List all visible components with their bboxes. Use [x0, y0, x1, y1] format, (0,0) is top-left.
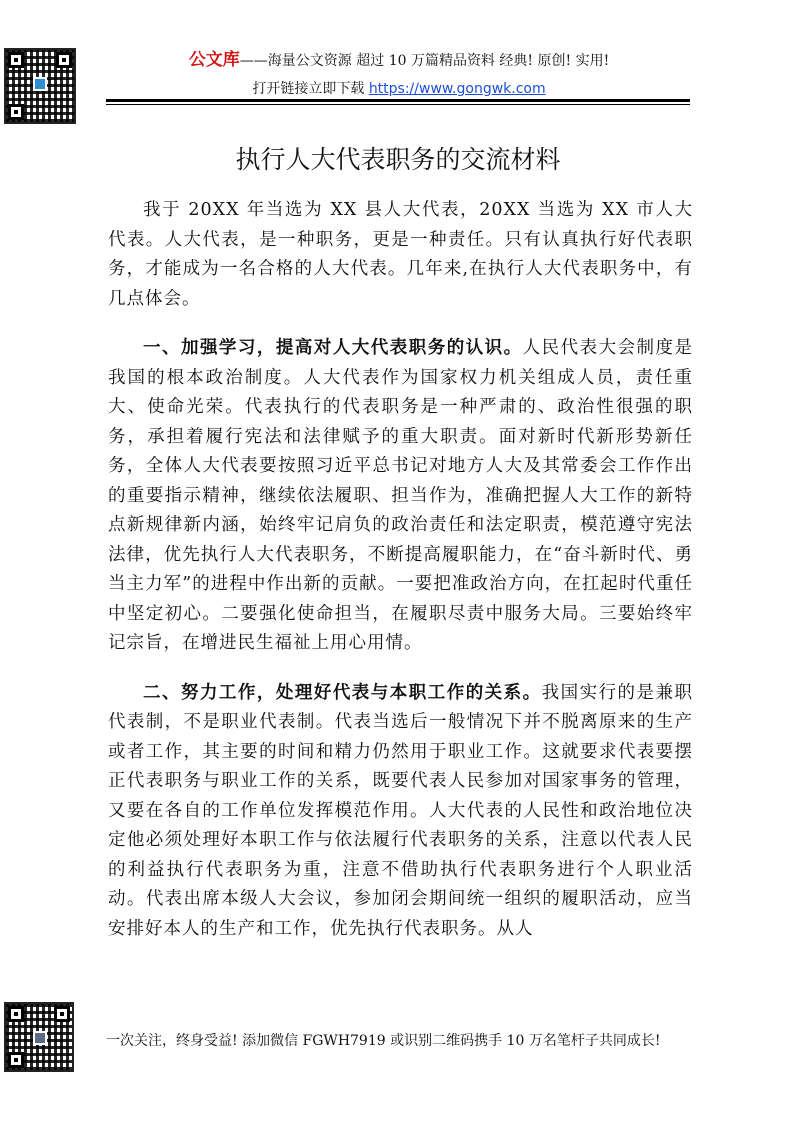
header-line-2 — [106, 77, 692, 101]
page-footer: 一次关注，终身受益! 添加微信 FGWH7919 或识别二维码携手 10 万名笔杆子共同成长! — [106, 1033, 661, 1049]
paragraph-text: 人民代表大会制度是我国的根本政治制度。人大代表作为国家权力机关组成人员，责任重大、使命光荣。代表执行的代表职务是一种严肃的、政治性很强的职务，承担着履行宪法和法律赋予的重大职责。面对新时代新形势新任务，全体人大代表要按照习近平总书记对地方人大及其常委会工作作出的重要指示精神，继续依法履职、担当作为，准确把握人大工作的新特点新规律新内涵，始终牢记肩负的政治责任和法定职责，模范遵守宪法法律，优先执行人大代表职务，不断提高履职能力，在“奋斗新时代、勇当主力军”的进程中作出新的贡献。一要把准政治方向，在扛起时代重任中坚定初心。二要强化使命担当，在履职尽责中服务大局。三要始终牢记宗旨，在增进民生福祉上用心用情。 — [108, 338, 694, 653]
qr-finder — [8, 1006, 24, 1022]
header-line-1 — [106, 48, 692, 73]
document-title: 执行人大代表职务的交流材料 — [235, 145, 561, 174]
paragraph-3 — [108, 679, 693, 945]
header-tagline: ——海量公文资源 超过 10 万篇精品资料 经典! 原创! 实用! — [239, 53, 610, 69]
qr-logo-icon — [33, 1031, 47, 1045]
paragraph-text: 我于 20XX 年当选为 XX 县人大代表，20XX 当选为 XX 市人大代表。人大代表，是一种职务，更是一种责任。只有认真执行好代表职务，才能成为一名合格的人大代表。几年来,在执行人大代表职务中，有几点体会。 — [108, 200, 693, 309]
paragraph-text: 我国实行的是兼职代表制，不是职业代表制。代表当选后一般情况下并不脱离原来的生产或者工作，其主要的时间和精力仍然用于职业工作。这就要求代表要摆正代表职务与职业工作的关系，既要代表人民参加对国家事务的管理，又要在各自的工作单位发挥模范作用。人大代表的人民性和政治地位决定他必须处理好本职工作与依法履行代表职务的关系，注意以代表人民的利益执行代表职务为重，注意不借助执行代表职务进行个人职业活动。代表出席本级人大会议，参加闭会期间统一组织的履职活动，应当安排好本人的生产和工作，优先执行代表职务。从人 — [108, 682, 693, 939]
paragraph-1 — [108, 196, 693, 314]
header-divider-thin — [106, 104, 690, 105]
qr-logo-icon — [33, 77, 47, 91]
qr-finder — [56, 52, 72, 68]
paragraph-lead: 二、努力工作，处理好代表与本职工作的关系。 — [143, 682, 542, 703]
document-body — [108, 196, 693, 964]
qr-finder — [8, 104, 24, 120]
brand-name: 公文库 — [188, 50, 240, 70]
qr-finder — [8, 1052, 24, 1068]
qr-finder — [8, 52, 24, 68]
download-link[interactable]: https://www.gongwk.com — [368, 81, 546, 97]
paragraph-2 — [108, 334, 693, 659]
header-divider-thick — [106, 99, 690, 102]
qr-finder — [54, 1006, 70, 1022]
qr-code-top[interactable] — [4, 48, 76, 124]
paragraph-lead: 一、加强学习，提高对人大代表职务的认识。 — [143, 338, 523, 358]
qr-code-bottom[interactable] — [4, 1002, 74, 1072]
download-prefix: 打开链接立即下载 — [252, 81, 369, 97]
page-header — [106, 48, 692, 101]
